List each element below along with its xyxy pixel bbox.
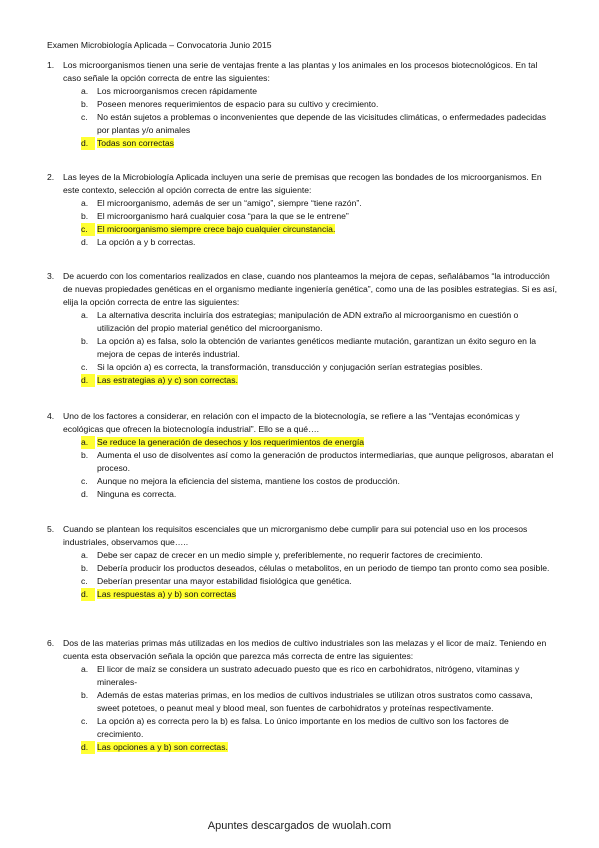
question-text: Dos de las materias primas más utilizadas en los medios de cultivo industriales son las melazas y el licor de maíz. Teniendo en cuenta esta observación señala la opción que parezca más correcta de entre las siguientes: xyxy=(63,638,547,661)
correct-answer-text: Todas son correctas xyxy=(97,138,174,148)
option-text: Poseen menores requerimientos de espacio para su cultivo y crecimiento. xyxy=(97,99,379,109)
exam-title: Examen Microbiología Aplicada – Convocatoria Junio 2015 xyxy=(47,40,272,50)
question-1 xyxy=(47,59,557,150)
option-c xyxy=(81,715,557,741)
correct-answer-text: Las estrategias a) y c) son correctas. xyxy=(97,375,238,385)
option-letter: b. xyxy=(81,563,89,573)
question-3 xyxy=(47,270,557,387)
option-a xyxy=(81,197,557,210)
option-d xyxy=(81,137,557,150)
option-text: Los microorganismos crecen rápidamente xyxy=(97,86,258,96)
option-text: Aunque no mejora la eficiencia del sistema, mantiene los costos de producción. xyxy=(97,476,400,486)
option-letter: b. xyxy=(81,99,89,109)
option-text: La opción a) es correcta pero la b) es falsa. Lo único importante en los medios de cultivo son los factores de crecimiento. xyxy=(97,716,509,739)
option-c xyxy=(81,475,557,488)
option-list xyxy=(81,663,557,754)
option-list xyxy=(81,436,557,501)
option-b xyxy=(81,335,557,361)
correct-answer-text: El microorganismo siempre crece bajo cualquier circunstancia. xyxy=(97,224,336,234)
option-letter: c. xyxy=(81,476,88,486)
option-letter: a. xyxy=(81,198,89,208)
option-letter: d. xyxy=(81,588,95,601)
option-letter: d. xyxy=(81,237,89,247)
option-b xyxy=(81,98,557,111)
option-text: Si la opción a) es correcta, la transformación, transducción y conjugación serían estrategias posibles. xyxy=(97,362,483,372)
question-5 xyxy=(47,523,557,601)
question-text: Los microorganismos tienen una serie de ventajas frente a las plantas y los animales en los procesos biotecnológicos. En tal caso señale la opción correcta de entre las siguientes: xyxy=(63,60,538,83)
option-c xyxy=(81,361,557,374)
footer-note: Apuntes descargados de wuolah.com xyxy=(207,820,392,832)
option-a xyxy=(81,663,557,689)
option-text: La opción a) es falsa, solo la obtención de variantes genéticos mediante mutación, garantizan un éxito seguro en la mejora de cepas de interés industrial. xyxy=(97,336,537,359)
question-text: Cuando se plantean los requisitos escenciales que un microrganismo debe cumplir para sui potencial uso en los procesos industriales, observamos que….. xyxy=(63,524,528,547)
option-b xyxy=(81,210,557,223)
question-number: 3. xyxy=(47,271,55,281)
option-letter: d. xyxy=(81,489,89,499)
question-4 xyxy=(47,410,557,501)
option-letter: a. xyxy=(81,310,89,320)
option-c xyxy=(81,111,557,137)
question-number: 1. xyxy=(47,60,55,70)
option-d xyxy=(81,588,557,601)
option-text: Deberían presentar una mayor estabilidad fisiológica que genética. xyxy=(97,576,352,586)
option-b xyxy=(81,562,557,575)
option-c xyxy=(81,223,557,236)
option-list xyxy=(81,549,557,601)
option-list xyxy=(81,309,557,387)
option-text: Aumenta el uso de disolventes así como la generación de productos intermediarias, que aunque peligrosos, abaratan el proceso. xyxy=(97,450,554,473)
question-number: 5. xyxy=(47,524,55,534)
option-letter: a. xyxy=(81,436,95,449)
option-a xyxy=(81,436,557,449)
option-letter: a. xyxy=(81,664,89,674)
option-a xyxy=(81,549,557,562)
correct-answer-text: Se reduce la generación de desechos y los requerimientos de energía xyxy=(97,437,365,447)
option-text: Además de estas materias primas, en los medios de cultivos industriales se utilizan otros sustratos como cassava, sweet potetoes, o peanut meal y blood meal, son fuentes de carbohidratos y proteínas respectivamente. xyxy=(97,690,533,713)
option-letter: c. xyxy=(81,362,88,372)
option-letter: b. xyxy=(81,450,89,460)
option-text: Debe ser capaz de crecer en un medio simple y, preferiblemente, no requerir factores de crecimiento. xyxy=(97,550,483,560)
option-d xyxy=(81,374,557,387)
option-letter: c. xyxy=(81,223,95,236)
option-d xyxy=(81,236,557,249)
option-letter: c. xyxy=(81,716,88,726)
option-a xyxy=(81,309,557,335)
option-letter: d. xyxy=(81,741,95,754)
option-a xyxy=(81,85,557,98)
option-letter: a. xyxy=(81,550,89,560)
option-d xyxy=(81,741,557,754)
option-letter: a. xyxy=(81,86,89,96)
correct-answer-text: Las opciones a y b) son correctas. xyxy=(97,742,228,752)
option-letter: b. xyxy=(81,690,89,700)
correct-answer-text: Las respuestas a) y b) son correctas xyxy=(97,589,236,599)
option-letter: b. xyxy=(81,211,89,221)
option-list xyxy=(81,197,557,249)
option-letter: d. xyxy=(81,374,95,387)
question-2 xyxy=(47,171,557,249)
option-text: El microorganismo hará cualquier cosa “para la que se le entrene” xyxy=(97,211,349,221)
option-b xyxy=(81,689,557,715)
option-text: Debería producir los productos deseados, células o metabolitos, en un periodo de tiempo tan pronto como sea posible. xyxy=(97,563,550,573)
option-b xyxy=(81,449,557,475)
option-text: La alternativa descrita incluiría dos estrategias; manipulación de ADN extraño al microorganismo en cuestión o utilización del propio material genético del microorganismo. xyxy=(97,310,519,333)
question-text: Uno de los factores a considerar, en relación con el impacto de la biotecnología, se refiere a las “Ventajas económicas y ecológicas que ofrecen la biotecnología industrial”. Ello se a qué…. xyxy=(63,411,520,434)
option-text: El microorganismo, además de ser un “amigo”, siempre “tiene razón”. xyxy=(97,198,362,208)
question-text: De acuerdo con los comentarios realizados en clase, cuando nos planteamos la mejora de cepas, señalábamos “la introducción de nuevas propiedades genéticas en el organismo mediante ingeniería genética”, como una de las posibles estrategias. Si es así, elija la opción correcta de entre las siguientes: xyxy=(63,271,557,307)
question-number: 6. xyxy=(47,638,55,648)
option-text: El licor de maíz se considera un sustrato adecuado puesto que es rico en carbohidratos, nitrógeno, vitaminas y minerales- xyxy=(97,664,520,687)
option-letter: b. xyxy=(81,336,89,346)
option-text: La opción a y b correctas. xyxy=(97,237,196,247)
option-text: Ninguna es correcta. xyxy=(97,489,177,499)
option-text: No están sujetos a problemas o inconvenientes que depende de las vicisitudes climáticas, o enfermedades padecidas por plantas y/o animales xyxy=(97,112,547,135)
option-d xyxy=(81,488,557,501)
question-number: 4. xyxy=(47,411,55,421)
option-letter: c. xyxy=(81,576,88,586)
option-c xyxy=(81,575,557,588)
option-letter: c. xyxy=(81,112,88,122)
option-letter: d. xyxy=(81,137,95,150)
question-text: Las leyes de la Microbiología Aplicada incluyen una serie de premisas que recogen las bondades de los microorganismos. En este contexto, selección al opción correcta de entre las siguiente: xyxy=(63,172,542,195)
option-list xyxy=(81,85,557,150)
question-number: 2. xyxy=(47,172,55,182)
question-6 xyxy=(47,637,557,754)
